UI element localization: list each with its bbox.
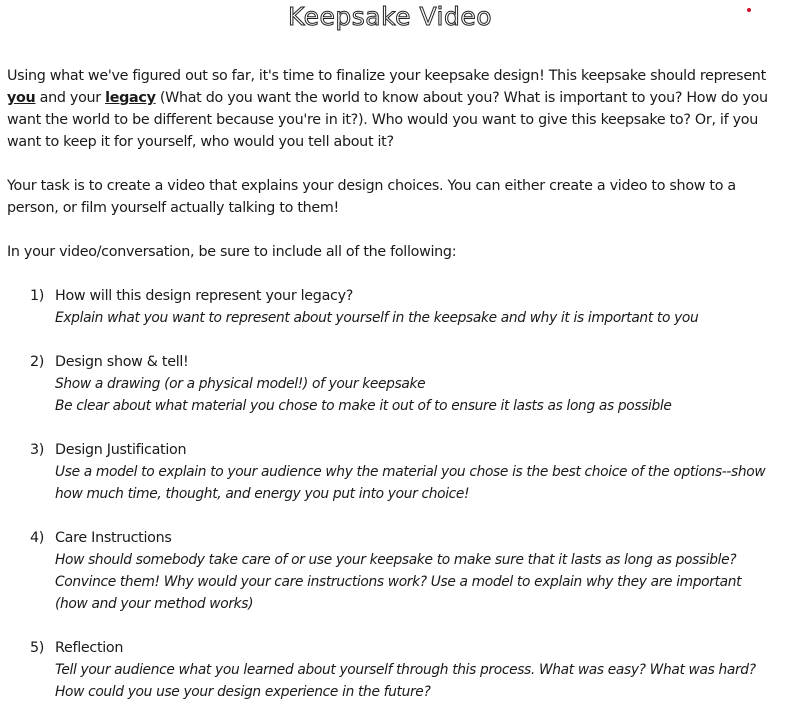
list-item xyxy=(0,439,770,527)
item-number: 2) xyxy=(30,354,45,370)
item-detail: Show a drawing (or a physical model!) of your keepsake xyxy=(55,376,426,392)
red-marker-dot xyxy=(747,8,751,12)
item-number: 4) xyxy=(30,530,45,546)
emphasis-you: you xyxy=(7,90,36,106)
intro-text-c: (What do you want the world to know about you? What is important to you? How do you want the world to be different because you're in it?). Who would you want to give this keepsake to? Or, if you want to keep it for yourself, who would you tell about it? xyxy=(7,90,768,150)
item-detail: How should somebody take care of or use your keepsake to make sure that it lasts as long as possible? xyxy=(55,552,737,568)
item-heading: Reflection xyxy=(55,640,124,656)
item-heading: Design Justification xyxy=(55,442,187,458)
include-paragraph: In your video/conversation, be sure to include all of the following: xyxy=(7,244,457,260)
emphasis-legacy: legacy xyxy=(105,90,156,106)
item-number: 5) xyxy=(30,640,45,656)
list-item xyxy=(0,527,770,637)
list-item xyxy=(0,351,770,439)
requirements-list xyxy=(0,285,787,703)
task-paragraph: Your task is to create a video that explains your design choices. You can either create a video to show to a person, or film yourself actually talking to them! xyxy=(7,178,736,216)
item-heading: How will this design represent your legacy? xyxy=(55,288,354,304)
page-title: Keepsake Video xyxy=(287,2,493,31)
item-detail: Be clear about what material you chose to make it out of to ensure it lasts as long as possible xyxy=(55,398,672,414)
intro-text-a: Using what we've figured out so far, it's time to finalize your keepsake design! This keepsake should represent xyxy=(7,68,766,84)
item-heading: Care Instructions xyxy=(55,530,172,546)
item-detail: Convince them! Why would your care instructions work? Use a model to explain why they are important (how and your method works) xyxy=(55,574,742,612)
item-heading: Design show & tell! xyxy=(55,354,189,370)
intro-text-b: and your xyxy=(35,90,106,106)
list-item xyxy=(0,637,770,703)
item-detail: Explain what you want to represent about yourself in the keepsake and why it is important to you xyxy=(55,310,699,326)
item-number: 3) xyxy=(30,442,45,458)
intro-paragraph xyxy=(7,65,779,153)
list-item xyxy=(0,285,770,351)
item-detail: Use a model to explain to your audience why the material you chose is the best choice of the options--show how much time, thought, and energy you put into your choice! xyxy=(55,464,766,502)
item-detail: Tell your audience what you learned about yourself through this process. What was easy? What was hard? How could you use your design experience in the future? xyxy=(55,662,756,700)
item-number: 1) xyxy=(30,288,45,304)
